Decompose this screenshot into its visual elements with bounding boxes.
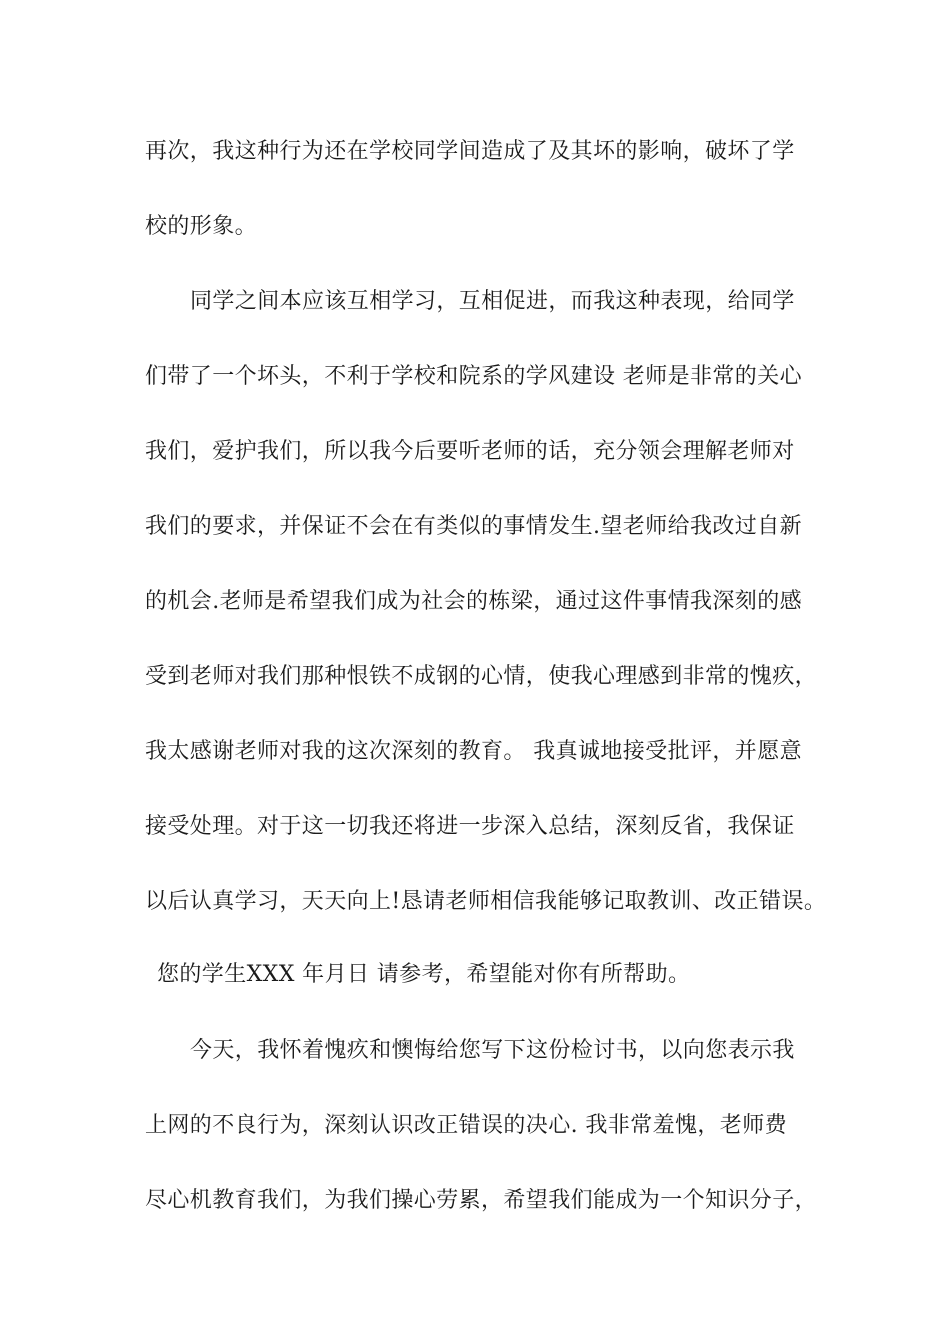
text-line: 尽心机教育我们，为我们操心劳累，希望我们能成为一个知识分子， bbox=[145, 1188, 818, 1213]
text-line: 上网的不良行为，深刻认识改正错误的决心. 我非常羞愧，老师费 bbox=[145, 1113, 787, 1138]
text-line: 的机会.老师是希望我们成为社会的栋梁，通过这件事情我深刻的感 bbox=[145, 589, 802, 614]
text-line: 我们的要求，并保证不会在有类似的事情发生.望老师给我改过自新 bbox=[145, 514, 802, 539]
text-line: 受到老师对我们那种恨铁不成钢的心情，使我心理感到非常的愧疚， bbox=[145, 664, 818, 689]
paragraph-start-line: 今天，我怀着愧疚和懊悔给您写下这份检讨书，以向您表示我 bbox=[190, 1038, 795, 1063]
text-line: 再次，我这种行为还在学校同学间造成了及其坏的影响，破坏了学 bbox=[145, 139, 795, 164]
signature-line: 您的学生XXX 年月日 请参考，希望能对你有所帮助。 bbox=[157, 962, 691, 987]
text-line: 接受处理。对于这一切我还将进一步深入总结，深刻反省，我保证 bbox=[145, 814, 795, 839]
text-line: 我太感谢老师对我的这次深刻的教育。 我真诚地接受批评，并愿意 bbox=[145, 739, 802, 764]
paragraph-start-line: 同学之间本应该互相学习，互相促进，而我这种表现，给同学 bbox=[190, 289, 795, 314]
text-line: 以后认真学习，天天向上!恳请老师相信我能够记取教训、改正错误。 bbox=[145, 889, 827, 914]
text-line: 校的形象。 bbox=[145, 214, 258, 239]
text-line: 我们，爱护我们，所以我今后要听老师的话，充分领会理解老师对 bbox=[145, 439, 795, 464]
text-line: 们带了一个坏头，不利于学校和院系的学风建设 老师是非常的关心 bbox=[145, 364, 802, 389]
